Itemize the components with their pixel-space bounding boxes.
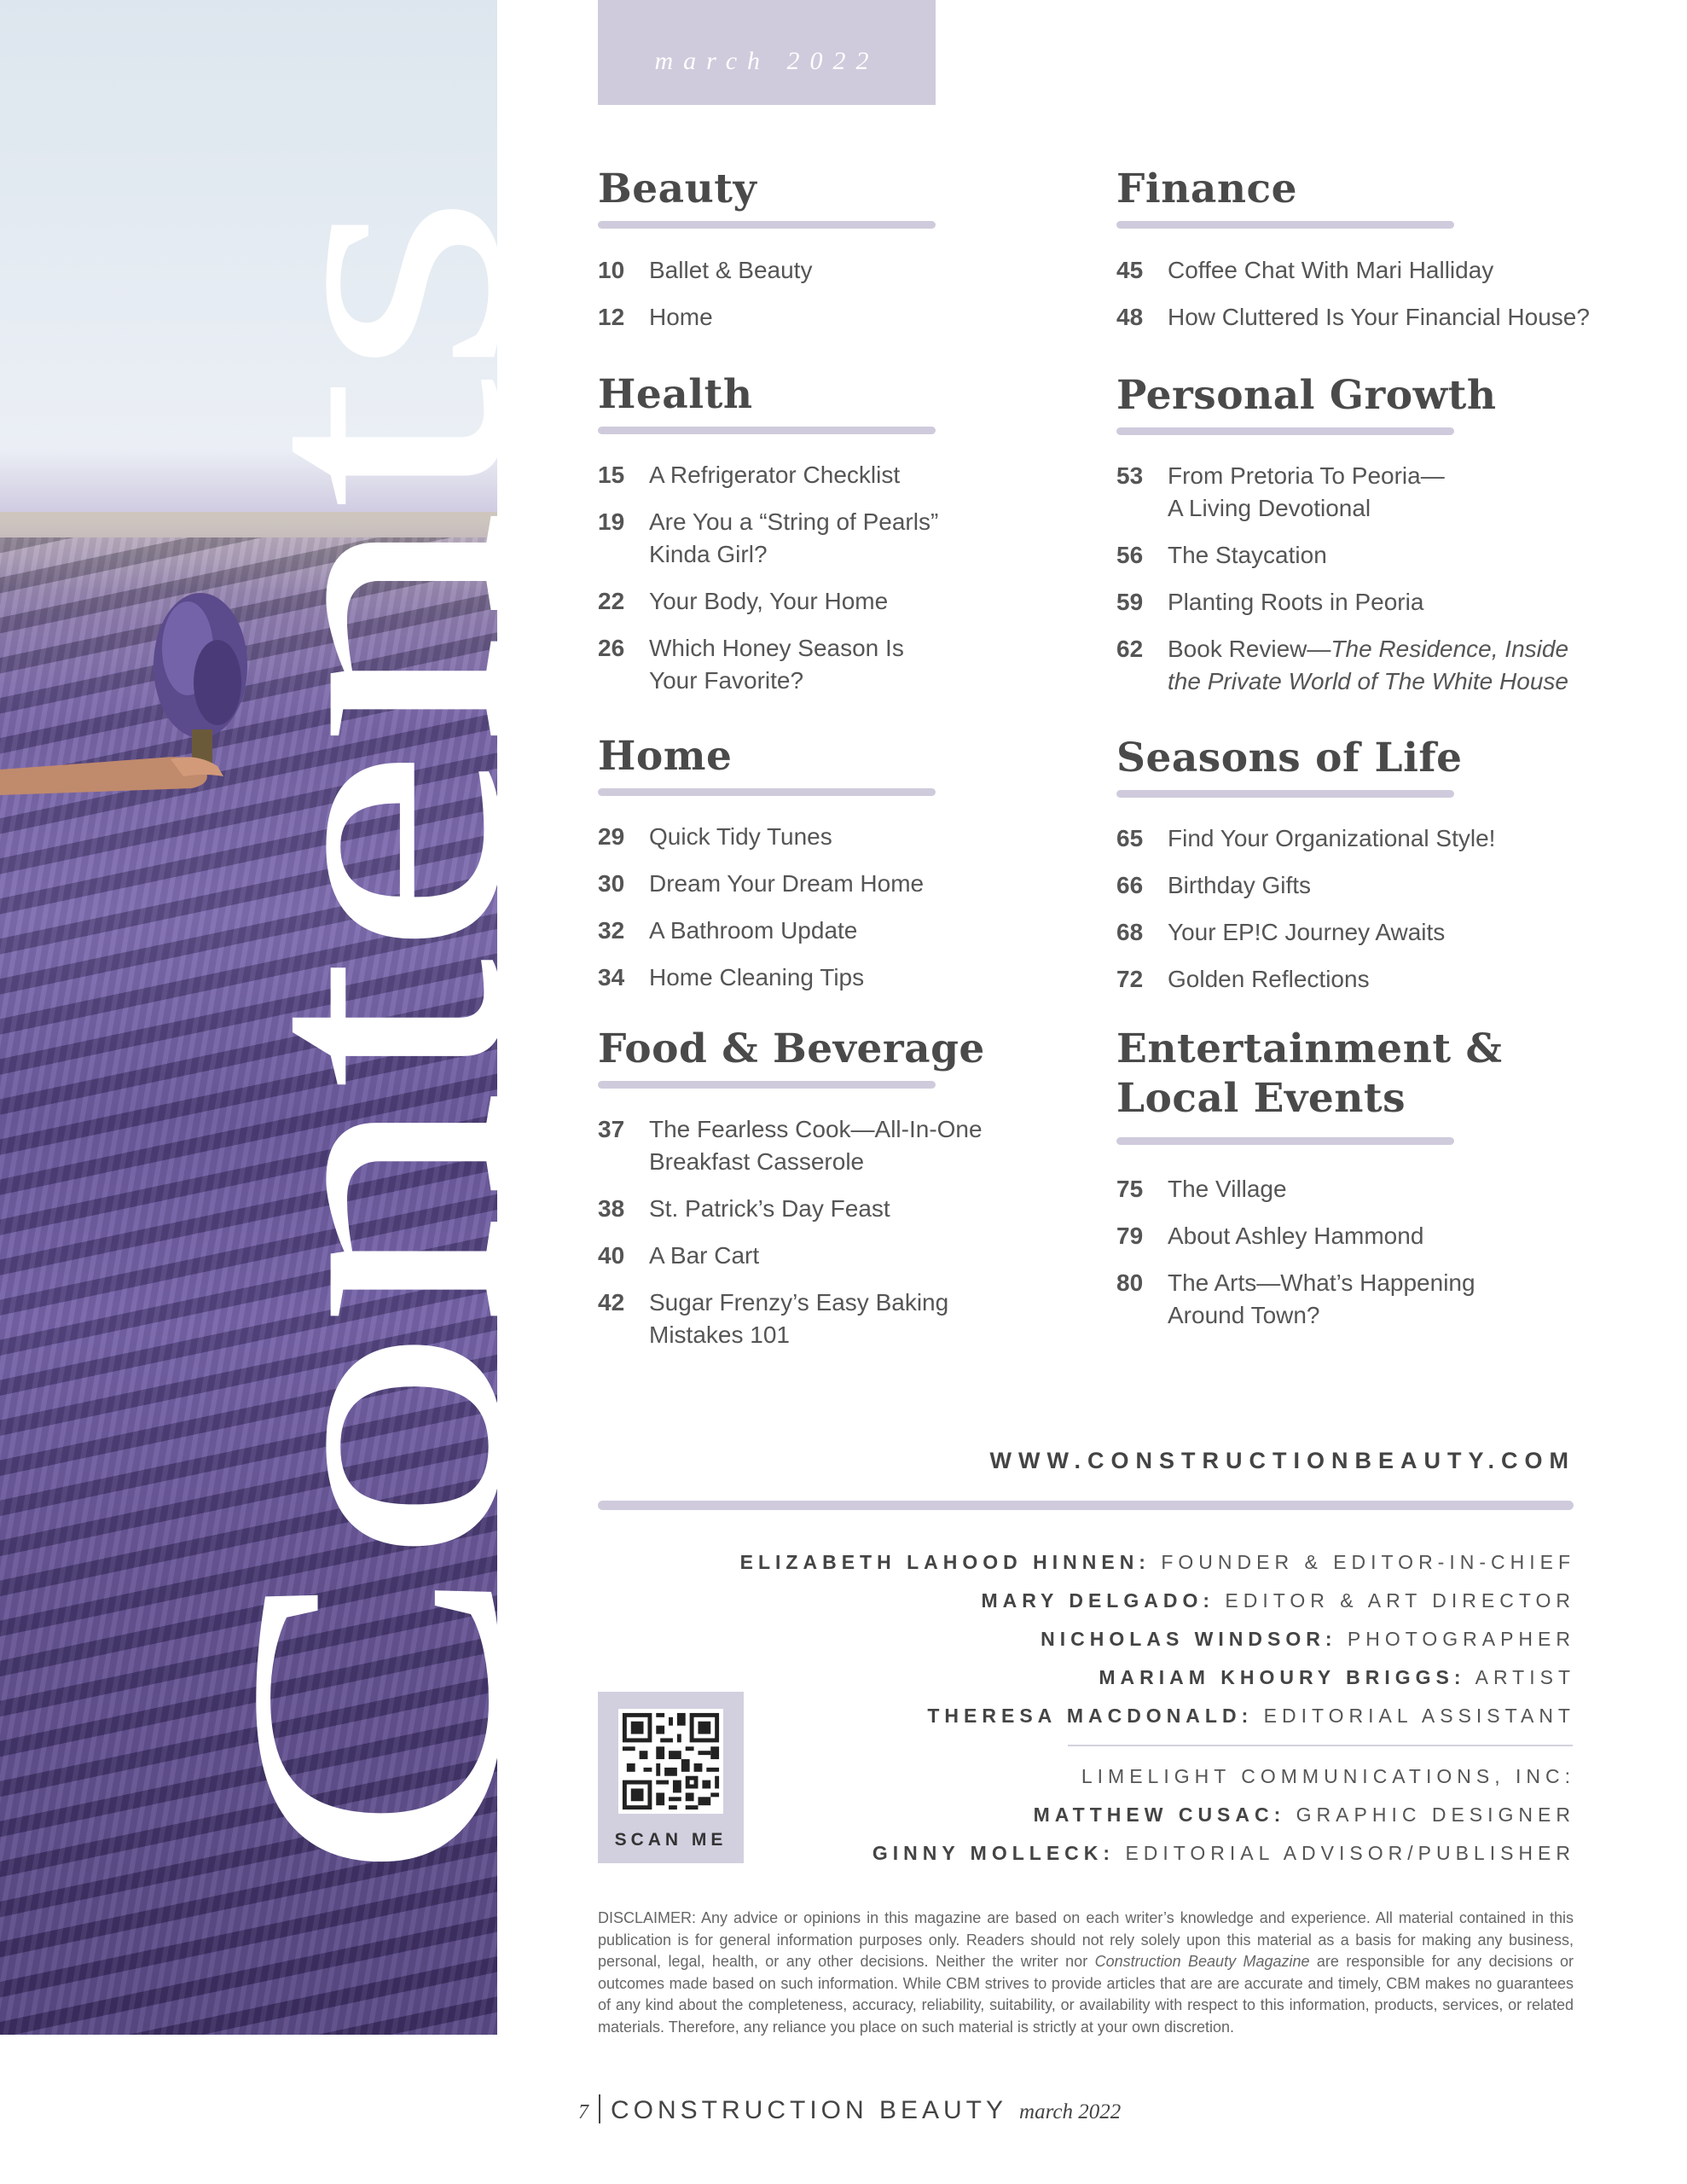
section-heading: Personal Growth xyxy=(1116,372,1497,419)
article-title: The Arts—What’s Happening xyxy=(1168,1269,1475,1296)
credit-name: THERESA MACDONALD: xyxy=(927,1705,1254,1727)
article-title: A Bathroom Update xyxy=(649,917,858,944)
section-rule xyxy=(598,221,936,229)
page-number: 26 xyxy=(598,635,625,661)
page-number: 15 xyxy=(598,462,625,488)
section-rule xyxy=(598,427,936,434)
article-title-italic: The Residence, Inside xyxy=(1330,636,1569,662)
page-number: 19 xyxy=(598,508,625,535)
credit-name: ELIZABETH LAHOOD HINNEN: xyxy=(739,1551,1151,1573)
qr-code-block[interactable] xyxy=(598,1692,744,1863)
credit-name: GINNY MOLLECK: xyxy=(872,1842,1116,1864)
page-number: 22 xyxy=(598,588,625,614)
section-rule xyxy=(1116,221,1454,229)
article-title: Home Cleaning Tips xyxy=(649,964,865,990)
credit-line xyxy=(927,1705,1575,1728)
article-title: Sugar Frenzy’s Easy Baking xyxy=(649,1289,949,1316)
article-title-prefix: Book Review— xyxy=(1168,636,1331,662)
section-heading: Health xyxy=(598,371,753,418)
article-title: Home xyxy=(649,304,713,330)
credit-line xyxy=(872,1842,1575,1865)
credit-name: MARIAM KHOURY BRIGGS: xyxy=(1099,1666,1466,1688)
page-number: 80 xyxy=(1116,1269,1144,1296)
page-number: 66 xyxy=(1116,872,1144,898)
page-number: 29 xyxy=(598,823,625,850)
page-number: 48 xyxy=(1116,304,1144,330)
article-title: A Bar Cart xyxy=(649,1242,760,1269)
toc-section-finance xyxy=(1116,165,1594,335)
page-number: 79 xyxy=(1116,1223,1144,1249)
page-number: 72 xyxy=(1116,966,1144,992)
article-title: Which Honey Season Is xyxy=(649,635,904,661)
page-number: 40 xyxy=(598,1242,625,1269)
footer-divider xyxy=(599,2094,600,2123)
page-number: 30 xyxy=(598,870,625,897)
disclaimer-magazine-name: Construction Beauty Magazine xyxy=(1094,1953,1310,1970)
credit-role: GRAPHIC DESIGNER xyxy=(1296,1804,1575,1826)
page-number: 75 xyxy=(1116,1176,1144,1202)
disclaimer-text xyxy=(598,1908,1574,2038)
cover-photo-lavender-field xyxy=(0,0,579,2035)
section-heading: Entertainment & xyxy=(1116,1025,1503,1072)
section-rule xyxy=(1116,790,1454,798)
page-number: 10 xyxy=(598,257,625,283)
article-title: St. Patrick’s Day Feast xyxy=(649,1195,890,1222)
credit-line xyxy=(740,1551,1575,1574)
article-title: About Ashley Hammond xyxy=(1168,1223,1424,1249)
qr-code-icon xyxy=(618,1709,723,1814)
toc-section-home xyxy=(598,732,1041,1005)
section-heading-line2: Local Events xyxy=(1116,1075,1406,1122)
article-title: Are You a “String of Pearls” xyxy=(649,508,939,535)
disclaimer-part1: DISCLAIMER: Any advice or opinions in this magazine are based on each writer’s knowledge and experience. All material contained in this publication is for general information purposes only. Readers should not rely solely upon this material as a basis for making any business, personal, legal, health, or any other decisions. Neither the writer nor xyxy=(598,1909,1574,1970)
article-title: Your EP!C Journey Awaits xyxy=(1168,919,1446,945)
section-heading: Finance xyxy=(1116,166,1298,212)
contents-vertical-title xyxy=(0,0,579,2035)
article-title: Quick Tidy Tunes xyxy=(649,823,832,850)
credit-role: PHOTOGRAPHER xyxy=(1347,1628,1575,1650)
article-title-italic-line2: the Private World of The White House xyxy=(1168,668,1568,694)
issue-date-label: march 2022 xyxy=(654,47,879,75)
article-title: Ballet & Beauty xyxy=(649,257,813,283)
page-number: 59 xyxy=(1116,589,1144,615)
section-heading: Seasons of Life xyxy=(1116,735,1463,781)
article-title: The Staycation xyxy=(1168,542,1327,568)
page-number: 34 xyxy=(598,964,625,990)
page-number: 38 xyxy=(598,1195,625,1222)
toc-section-entertainment xyxy=(1116,1025,1594,1349)
article-title-line2: Your Favorite? xyxy=(649,667,804,694)
article-title: Dream Your Dream Home xyxy=(649,870,925,897)
website-link[interactable]: WWW.CONSTRUCTIONBEAUTY.COM xyxy=(989,1448,1575,1473)
credit-line xyxy=(1034,1804,1575,1827)
credit-role: EDITORIAL ASSISTANT xyxy=(1263,1705,1575,1727)
page-number: 42 xyxy=(598,1289,625,1316)
disclaimer-part2: are responsible for any decisions or outcomes made based on such information. While CBM strives to provide articles that are are accurate and timely, CBM makes no guarantees of any kind about the completeness, accuracy, reliability, suitability, or availability with respect to this information, products, services, or related materials. Therefore, any reliance you place on such material is strictly at your own discretion. xyxy=(598,1953,1574,2036)
page-number: 56 xyxy=(1116,542,1144,568)
credit-line-company xyxy=(1081,1765,1575,1788)
page-number: 12 xyxy=(598,304,625,330)
toc-section-health xyxy=(598,370,1041,712)
section-rule xyxy=(1116,1137,1454,1145)
toc-section-food-beverage xyxy=(598,1025,1075,1366)
section-heading: Food & Beverage xyxy=(598,1025,985,1072)
footer-page-number: 7 xyxy=(578,2101,588,2123)
article-title: A Refrigerator Checklist xyxy=(649,462,901,488)
page-number: 32 xyxy=(598,917,625,944)
qr-scan-label: SCAN ME xyxy=(614,1830,728,1850)
credit-line xyxy=(1099,1666,1575,1689)
credit-name: NICHOLAS WINDSOR: xyxy=(1041,1628,1337,1650)
credit-role: EDITORIAL ADVISOR/PUBLISHER xyxy=(1125,1842,1575,1864)
article-title-line2: Mistakes 101 xyxy=(649,1321,790,1348)
section-rule xyxy=(598,1081,936,1089)
article-title: Planting Roots in Peoria xyxy=(1168,589,1424,615)
article-title: Your Body, Your Home xyxy=(649,588,889,614)
credits-thin-divider xyxy=(1068,1745,1573,1746)
page-number: 68 xyxy=(1116,919,1144,945)
footer-issue: march 2022 xyxy=(1019,2100,1122,2123)
article-title-line2 xyxy=(1168,665,1568,698)
credit-line xyxy=(982,1589,1575,1612)
article-title: Find Your Organizational Style! xyxy=(1168,825,1496,851)
toc-section-personal-growth xyxy=(1116,371,1594,712)
divider-rule xyxy=(598,1501,1574,1510)
article-title-line2: Kinda Girl? xyxy=(649,541,768,567)
credit-role: EDITOR & ART DIRECTOR xyxy=(1225,1589,1575,1612)
article-title-line2: Around Town? xyxy=(1168,1302,1320,1328)
section-rule xyxy=(1116,427,1454,435)
article-title: The Fearless Cook—All-In-One xyxy=(649,1116,983,1142)
credit-name: MARY DELGADO: xyxy=(981,1589,1215,1612)
footer-brand: CONSTRUCTION BEAUTY xyxy=(611,2096,1008,2124)
toc-section-seasons-of-life xyxy=(1116,734,1594,1007)
issue-date-block xyxy=(598,0,936,105)
toc-section-beauty xyxy=(598,165,1041,335)
credit-name: MATTHEW CUSAC: xyxy=(1033,1804,1286,1826)
article-title-line2: Breakfast Casserole xyxy=(649,1148,865,1175)
article-title: The Village xyxy=(1168,1176,1287,1202)
article-title: Birthday Gifts xyxy=(1168,872,1312,898)
page-number: 62 xyxy=(1116,636,1144,662)
section-heading: Beauty xyxy=(598,166,757,212)
credit-role: LIMELIGHT COMMUNICATIONS, INC: xyxy=(1081,1765,1575,1787)
credit-role: ARTIST xyxy=(1475,1666,1575,1688)
credit-role: FOUNDER & EDITOR-IN-CHIEF xyxy=(1161,1551,1575,1573)
section-rule xyxy=(598,788,936,796)
article-title: From Pretoria To Peoria— xyxy=(1168,462,1445,489)
article-title xyxy=(1168,633,1568,665)
credit-line xyxy=(1041,1628,1575,1651)
contents-title-text: Contents xyxy=(173,577,579,1881)
article-title-line2: A Living Devotional xyxy=(1168,495,1371,521)
article-title: Golden Reflections xyxy=(1168,966,1370,992)
page-number: 45 xyxy=(1116,257,1144,283)
page-number: 65 xyxy=(1116,825,1144,851)
article-title: Coffee Chat With Mari Halliday xyxy=(1168,257,1494,283)
section-heading: Home xyxy=(598,733,733,780)
page-footer xyxy=(578,2094,1121,2125)
page-number: 37 xyxy=(598,1116,625,1142)
article-title: How Cluttered Is Your Financial House? xyxy=(1168,304,1590,330)
page-number: 53 xyxy=(1116,462,1144,489)
